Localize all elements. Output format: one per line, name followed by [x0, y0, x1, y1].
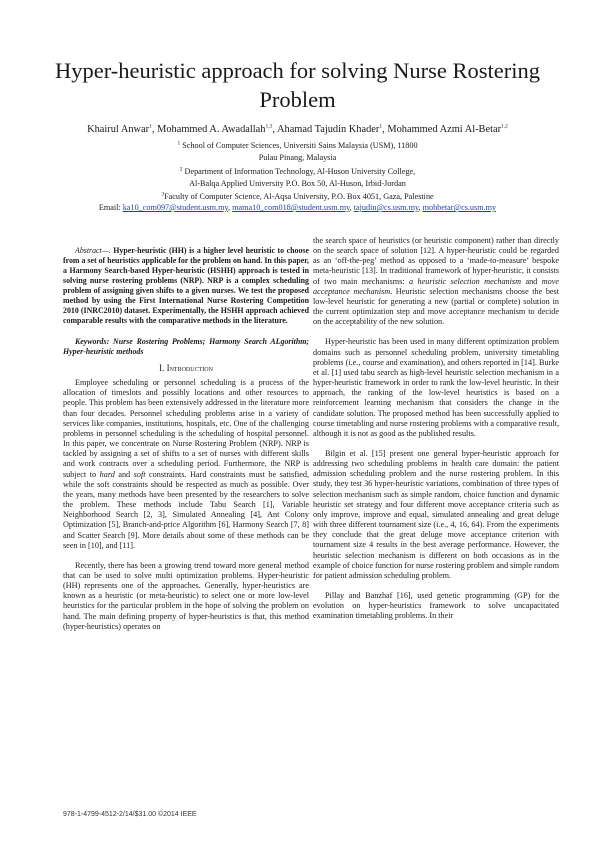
abstract-lead: Abstract—. [75, 246, 111, 255]
title-line-2: Problem [259, 87, 336, 112]
body-paragraph-2: Hyper-heuristic has been used in many different optimization problem domains such as personnel scheduling problem, university timetabling problems (i.e., course and examination), and others reported in [14]. Burke et al. [1] used tabu search as high-level heuristic selection mechanism in a hyper-heuristic framework in order to rank the low-level heuristic. In their approach, the ranking of the low-level heuristics is based on a reinforcement learning mechanism that considers the change in the candidate solution. The proposed method has been successfully applied to course timetabling and nurse rostering problems with a comparative result, although it is not as good as the published results. [313, 337, 559, 438]
section-heading-introduction [63, 363, 309, 373]
abstract-body: Hyper-heuristic (HH) is a higher level heuristic to choose from a set of heuristics applicable for the problem on hand. In this paper, a Harmony Search-based Hyper-heuristic (HSHH) approach is tested in solving nurse rostering problems (NRP). NRP is a complex scheduling problem of assigning given shifts to a given nurses. We test the proposed method by using the First International Nurse Rostering Competition 2010 (INRC2010) dataset. Experimentally, the HSHH approach achieved comparable results with the comparative methods in the literature. [63, 246, 309, 325]
author-affiliation-mark: 1,2 [501, 123, 508, 130]
author-name: Mohammed A. Awadallah [157, 124, 266, 135]
left-column [63, 246, 309, 632]
affiliation-1-location: Pulau Pinang, Malaysia [258, 153, 337, 162]
author-affiliation-mark: 1 [379, 123, 383, 130]
intro-paragraph-1: Employee scheduling or personnel scheduling is a process of the allocation of timeslots and possibly locations and other resources to people. This problem has been extensively addressed in the literature more than four decades. Personnel scheduling problems arise in a variety of services like companies, institutions, hospitals, etc. One of the challenging problems in personnel scheduling is the scheduling of hospital personnel. In this paper, we concentrate on Nurse Rostering Problem (NRP). NRP is tackled by assigning a set of shifts to a set of nurses with different skills and work contracts over a scheduling period. Furthermore, the NRP is subject to hard and soft constraints. Hard constraints must be satisfied, while the soft constraints should be respected as much as possible. Over the years, many methods have been presented by the researchers to solve the problem. These methods include Tabu Search [1], Variable Neighborhood Search [2, 3], Simulated Annealing [4], Ant Colony Optimization [5], Branch-and-price Algorithm [6], Harmony Search [7, 8] and Scatter Search [9]. More details about some of these methods can be seen in [10], and [11]. [63, 378, 310, 550]
section-title: Introduction [166, 363, 213, 373]
title-line-1: Hyper-heuristic approach for solving Nurse Rostering [54, 58, 541, 83]
abstract [63, 246, 309, 326]
affiliation-1: $^1$ School of Computer Sciences, Universiti Sains Malaysia (USM), 11800 [177, 140, 418, 150]
paper-title [30, 56, 565, 114]
author-affiliation-mark: 1,3 [265, 123, 273, 130]
author-name: Khairul Anwar [87, 124, 150, 135]
intro-paragraph-2: Recently, there has been a growing trend toward more general method that can be used to solve multi optimization problems. Hyper-heuristic (HH) represents one of the approaches. Generally, hyper-heuristics are known as a heuristic (or meta-heuristic) to select one or more low-level heuristics for the particular problem in the hope of solving the problem on hand. The main defining property of hyper-heuristics is that, this method (hyper-heuristics) operates on [63, 560, 309, 631]
email-line: Email: ka10_com097@student.usm.my, mama10_com018@student.usm.my, tajudin@cs.usm.my, mohbetar@cs.usm.my [98, 203, 497, 212]
body-paragraph-3: Bilgin et al. [15] present one general hyper-heuristic approach for addressing two scheduling problems in health care domain: the patient admission scheduling problem and the nurse rostering problem. In this study, they test 36 hyper-heuristic variations, combination of three types of selection mechanism such as simple random, choice function and dynamic heuristic set strategy and four different move acceptance criteria such as only improve, improve and equal, simulated annealing and great deluge with three different tournament size (i.e., 4, 16, 64). From the experiments they conclude that the great deluge move acceptance criterion with tournament size 4 results in the best average performance. However, the heuristic selection mechanism is different on both occasions as in the example of choice function for nurse rostering problem and simple random for patient admission scheduling problem. [313, 448, 560, 580]
email-label: Email: [98, 203, 121, 212]
copyright-footer: 978-1-4799-4512-2/14/$31.00 ©2014 IEEE [63, 811, 197, 818]
body-paragraph-1: the search space of heuristics (or heuristic component) rather than directly on the search space of solution [12]. A hyper-heuristic could be regarded as an ‘off-the-peg’ method as opposed to a ‘made-to-measure’ bespoke meta-heuristic [13]. In traditional framework of hyper-heuristic, it consists of two main mechanisms: a heuristic selection mechanism and move acceptance mechanism. Heuristic selection mechanisms choose the best low-level heuristic for generating a new (partial or complete) solution in the current optimization step and move acceptance mechanism to decide on the acceptability of the new solution. [313, 236, 560, 327]
affiliation-2: $^2$ Department of Information Technology, Al-Huson University College, [179, 166, 416, 176]
keywords: Keywords: Nurse Rostering Problems; Harmony Search ALgorithm; Hyper-heuristic methods [63, 337, 309, 356]
body-paragraph-4: Pillay and Banzhaf [16], used genetic programming (GP) for the evolution on hyper-heuristics framework to solve uncapacitated examination timetabling problems. In their [313, 591, 559, 621]
affiliation-3: $^3$Faculty of Computer Science, Al-Aqsa University, P.O. Box 4051, Gaza, Palestine [161, 191, 434, 201]
affiliation-2-location: Al-Balqa Applied University P.O. Box 50, Al-Huson, Irbid-Jordan [189, 179, 406, 188]
email-link[interactable]: mama10_com018@student.usm.my [232, 203, 350, 212]
email-link[interactable]: mohbetar@cs.usm.my [422, 203, 497, 212]
author-name: Ahamad Tajudin Khader [277, 124, 380, 135]
email-link[interactable]: ka10_com097@student.usm.my [122, 203, 229, 212]
email-link[interactable]: tajudin@cs.usm.my [353, 203, 419, 212]
author-name: Mohammed Azmi Al-Betar [387, 124, 502, 135]
right-column [313, 236, 559, 621]
author-list: Khairul Anwar$^1$, Mohammed A. Awadallah$^{1,3}$, Ahamad Tajudin Khader$^1$, Mohammed Azmi Al-Betar$^{1,2}$ [87, 123, 508, 135]
section-number: I. [159, 363, 165, 373]
author-affiliation-mark: 1 [149, 123, 152, 130]
